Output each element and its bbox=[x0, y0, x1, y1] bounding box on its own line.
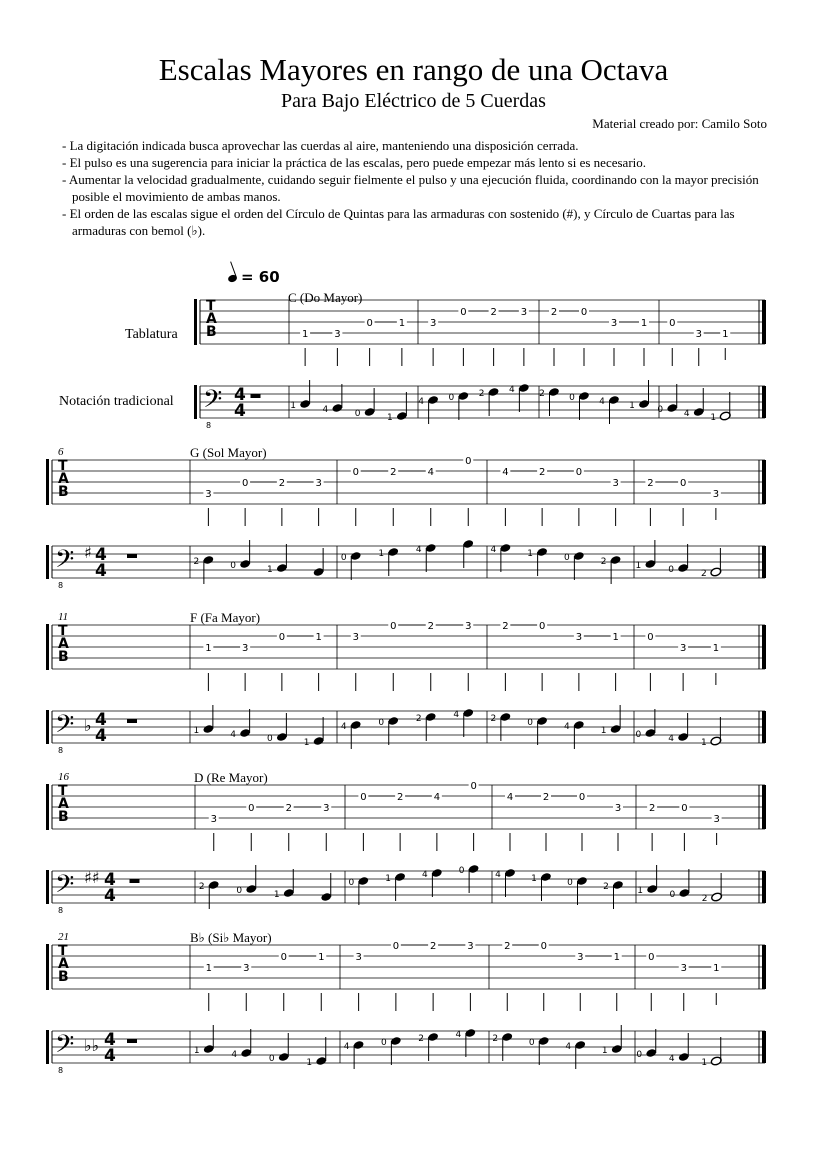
fingering-number: 4 bbox=[343, 1042, 350, 1052]
tab-clef-letter: B bbox=[58, 809, 69, 825]
score-system bbox=[0, 440, 827, 605]
instruction-note: - El orden de las escalas sigue el orden del Círculo de Quintas para las armaduras con sostenido (#), y Círculo de Cuartas para las armaduras con bemol (♭). bbox=[62, 206, 735, 238]
fingering-number: 2 bbox=[539, 389, 545, 399]
staff-bracket bbox=[46, 1030, 49, 1064]
tab-bracket bbox=[46, 459, 49, 505]
tab-bracket bbox=[46, 624, 49, 670]
time-signature: 4 bbox=[95, 710, 107, 730]
tab-fret-number: 3 bbox=[712, 489, 720, 500]
tab-fret-number: 0 bbox=[648, 952, 655, 963]
fingering-number: 0 bbox=[569, 393, 575, 403]
tab-fret-number: 3 bbox=[205, 489, 212, 500]
tab-fret-number: 3 bbox=[577, 952, 584, 963]
scale-name: D (Re Mayor) bbox=[194, 770, 268, 785]
octave-marker: 8 bbox=[58, 906, 64, 915]
whole-rest bbox=[127, 1039, 137, 1043]
staff-bracket bbox=[46, 710, 49, 744]
final-barline bbox=[762, 625, 766, 669]
time-signature: 4 bbox=[104, 1046, 116, 1066]
fingering-number: 4 bbox=[230, 730, 236, 740]
tab-fret-number: 0 bbox=[280, 952, 287, 963]
tab-fret-number: 3 bbox=[713, 814, 720, 825]
fingering-number: 4 bbox=[340, 722, 347, 732]
octave-marker: 8 bbox=[58, 746, 64, 755]
fingering-number: 1 bbox=[531, 874, 537, 884]
fingering-number: 0 bbox=[527, 718, 533, 728]
tab-fret-number: 1 bbox=[640, 318, 648, 329]
tab-fret-number: 3 bbox=[334, 329, 341, 340]
tab-fret-number: 4 bbox=[502, 467, 509, 478]
tab-fret-number: 1 bbox=[318, 952, 325, 963]
tab-fret-number: 3 bbox=[243, 963, 250, 974]
whole-rest bbox=[251, 394, 261, 398]
measure-number: 16 bbox=[58, 771, 69, 783]
final-barline bbox=[762, 546, 766, 578]
bass-clef-icon: 𝄢 bbox=[55, 545, 75, 580]
fingering-number: 0 bbox=[354, 409, 361, 419]
octave-marker: 8 bbox=[58, 1066, 64, 1075]
fingering-number: 2 bbox=[600, 557, 607, 567]
time-signature: 4 bbox=[234, 401, 246, 421]
instruction-note: - El pulso es una sugerencia para iniciar la práctica de las escalas, pero puede empezar más lento si es necesario. bbox=[62, 155, 647, 170]
fingering-number: 1 bbox=[193, 726, 200, 736]
measure-number: 6 bbox=[58, 446, 64, 458]
tab-fret-number: 0 bbox=[278, 632, 286, 643]
fingering-number: 4 bbox=[668, 1054, 675, 1064]
tab-fret-number: 0 bbox=[360, 792, 367, 803]
tab-clef-letter: B bbox=[58, 969, 69, 985]
tab-fret-number: 2 bbox=[429, 941, 437, 952]
time-signature: 4 bbox=[95, 545, 107, 565]
tab-fret-number: 2 bbox=[647, 478, 654, 489]
tab-fret-number: 1 bbox=[301, 329, 309, 340]
bass-clef-icon: 𝄢 bbox=[55, 710, 75, 745]
fingering-number: 4 bbox=[683, 409, 690, 419]
staff-bracket bbox=[46, 545, 49, 579]
tab-fret-number: 1 bbox=[713, 963, 720, 974]
tab-fret-number: 1 bbox=[398, 318, 406, 329]
bass-clef-icon: 𝄢 bbox=[55, 1030, 75, 1065]
tab-fret-number: 0 bbox=[681, 803, 688, 814]
fingering-number: 0 bbox=[528, 1038, 535, 1048]
fingering-number: 4 bbox=[495, 870, 501, 880]
fingering-number: 1 bbox=[193, 1046, 200, 1056]
tab-clef-letter: A bbox=[58, 636, 69, 652]
tab-fret-number: 0 bbox=[366, 318, 373, 329]
tab-clef-letter: T bbox=[58, 458, 68, 474]
fingering-number: 0 bbox=[657, 405, 664, 415]
final-barline bbox=[762, 1031, 766, 1063]
score-system bbox=[0, 605, 827, 770]
fingering-number: 0 bbox=[267, 734, 273, 744]
fingering-number: 0 bbox=[230, 561, 236, 571]
fingering-number: 1 bbox=[306, 1058, 313, 1068]
final-barline bbox=[762, 785, 766, 829]
staff-bracket bbox=[194, 385, 197, 419]
tab-fret-number: 0 bbox=[580, 307, 588, 318]
fingering-number: 1 bbox=[387, 413, 393, 423]
fingering-number: 4 bbox=[231, 1050, 238, 1060]
fingering-number: 1 bbox=[385, 874, 391, 884]
fingering-number: 1 bbox=[273, 890, 280, 900]
octave-marker: 8 bbox=[206, 421, 212, 430]
tab-fret-number: 2 bbox=[427, 621, 434, 632]
fingering-number: 2 bbox=[415, 714, 422, 724]
tab-clef-letter: T bbox=[58, 783, 68, 799]
fingering-number: 0 bbox=[348, 878, 355, 888]
fingering-number: 0 bbox=[635, 730, 642, 740]
score-system bbox=[0, 765, 827, 930]
tab-fret-number: 0 bbox=[390, 621, 397, 632]
fingering-number: 4 bbox=[322, 405, 329, 415]
tab-fret-number: 0 bbox=[578, 792, 586, 803]
tab-fret-number: 0 bbox=[465, 456, 472, 467]
tab-fret-number: 2 bbox=[396, 792, 404, 803]
tab-fret-number: 1 bbox=[612, 632, 619, 643]
final-barline bbox=[762, 945, 766, 989]
score-system bbox=[0, 925, 827, 1090]
final-barline bbox=[762, 871, 766, 903]
fingering-number: 4 bbox=[490, 545, 497, 555]
fingering-number: 4 bbox=[453, 710, 460, 720]
tab-fret-number: 3 bbox=[467, 941, 474, 952]
fingering-number: 2 bbox=[490, 714, 497, 724]
scale-name: B♭ (Si♭ Mayor) bbox=[190, 930, 272, 945]
fingering-number: 1 bbox=[600, 726, 607, 736]
tab-fret-number: 2 bbox=[490, 307, 497, 318]
tab-clef-letter: A bbox=[206, 311, 217, 327]
tab-fret-number: 1 bbox=[315, 632, 322, 643]
tab-fret-number: 3 bbox=[520, 307, 528, 318]
key-signature: ♭♭ bbox=[84, 1036, 100, 1055]
tab-clef-letter: A bbox=[58, 796, 69, 812]
fingering-number: 0 bbox=[340, 553, 347, 563]
fingering-number: 0 bbox=[381, 1038, 387, 1048]
tab-staff-label: Tablatura bbox=[125, 327, 178, 342]
fingering-number: 1 bbox=[635, 561, 642, 571]
tab-fret-number: 1 bbox=[205, 963, 212, 974]
fingering-number: 4 bbox=[415, 545, 422, 555]
tab-bracket bbox=[194, 299, 197, 345]
fingering-number: 2 bbox=[198, 882, 205, 892]
tab-clef-letter: T bbox=[206, 298, 216, 314]
tab-fret-number: 0 bbox=[538, 621, 546, 632]
tab-clef-letter: A bbox=[58, 471, 69, 487]
tab-fret-number: 2 bbox=[538, 467, 546, 478]
tab-fret-number: 3 bbox=[610, 318, 618, 329]
fingering-number: 4 bbox=[565, 1042, 572, 1052]
tab-fret-number: 2 bbox=[504, 941, 511, 952]
tab-clef-letter: B bbox=[58, 649, 69, 665]
bass-clef-icon: 𝄢 bbox=[203, 385, 223, 420]
fingering-number: 2 bbox=[603, 882, 609, 892]
author-credit: Material creado por: Camilo Soto bbox=[592, 116, 767, 131]
page-subtitle: Para Bajo Eléctrico de 5 Cuerdas bbox=[281, 90, 546, 112]
fingering-number: 1 bbox=[710, 413, 717, 423]
tab-fret-number: 2 bbox=[390, 467, 397, 478]
fingering-number: 2 bbox=[193, 557, 200, 567]
fingering-number: 0 bbox=[567, 878, 573, 888]
instruction-note: - La digitación indicada busca aprovechar las cuerdas al aire, manteniendo una disposición cerrada. bbox=[62, 138, 579, 153]
tab-fret-number: 3 bbox=[575, 632, 583, 643]
fingering-number: 4 bbox=[599, 397, 605, 407]
fingering-number: 0 bbox=[636, 1050, 643, 1060]
tab-fret-number: 0 bbox=[647, 632, 654, 643]
scale-name: G (Sol Mayor) bbox=[190, 445, 267, 460]
key-signature: ♯♯ bbox=[84, 868, 100, 887]
tab-fret-number: 2 bbox=[550, 307, 558, 318]
fingering-number: 1 bbox=[378, 549, 385, 559]
final-barline bbox=[762, 386, 766, 418]
fingering-number: 4 bbox=[418, 397, 424, 407]
tab-fret-number: 0 bbox=[352, 467, 359, 478]
tab-fret-number: 3 bbox=[612, 478, 619, 489]
fingering-number: 0 bbox=[236, 886, 243, 896]
octave-marker: 8 bbox=[58, 581, 64, 590]
fingering-number: 1 bbox=[701, 1058, 708, 1068]
fingering-number: 0 bbox=[268, 1054, 275, 1064]
instruction-note: - Aumentar la velocidad gradualmente, cuidando seguir fielmente el pulso y una ejecución fluida, coordinando con la mayor precisión posible el movimiento de ambas manos. bbox=[62, 172, 759, 204]
tab-fret-number: 1 bbox=[205, 643, 212, 654]
fingering-number: 0 bbox=[448, 393, 455, 403]
tab-fret-number: 0 bbox=[470, 781, 477, 792]
key-signature: ♯ bbox=[84, 543, 92, 562]
time-signature: 4 bbox=[234, 385, 246, 405]
time-signature: 4 bbox=[104, 886, 116, 906]
tab-fret-number: 3 bbox=[614, 803, 622, 814]
tab-fret-number: 0 bbox=[575, 467, 583, 478]
fingering-number: 1 bbox=[267, 565, 273, 575]
tab-fret-number: 3 bbox=[315, 478, 322, 489]
tab-fret-number: 4 bbox=[427, 467, 434, 478]
tab-fret-number: 0 bbox=[392, 941, 400, 952]
final-barline bbox=[762, 460, 766, 504]
measure-number: 21 bbox=[58, 931, 69, 943]
tab-fret-number: 3 bbox=[210, 814, 217, 825]
tab-bracket bbox=[46, 784, 49, 830]
fingering-number: 4 bbox=[564, 722, 570, 732]
time-signature: 4 bbox=[104, 870, 116, 890]
time-signature: 4 bbox=[95, 726, 107, 746]
fingering-number: 4 bbox=[455, 1030, 462, 1040]
tab-clef-letter: T bbox=[58, 623, 68, 639]
tab-fret-number: 2 bbox=[648, 803, 656, 814]
fingering-number: 4 bbox=[422, 870, 428, 880]
time-signature: 4 bbox=[104, 1030, 116, 1050]
bass-clef-icon: 𝄢 bbox=[55, 870, 75, 905]
tab-clef-letter: A bbox=[58, 956, 69, 972]
fingering-number: 2 bbox=[701, 569, 707, 579]
fingering-number: 0 bbox=[458, 866, 465, 876]
fingering-number: 2 bbox=[418, 1034, 424, 1044]
page-title: Escalas Mayores en rango de una Octava bbox=[158, 52, 669, 87]
fingering-number: 1 bbox=[601, 1046, 608, 1056]
measure-number: 11 bbox=[58, 611, 69, 623]
final-barline bbox=[762, 300, 766, 344]
fingering-number: 0 bbox=[668, 565, 674, 575]
tab-bracket bbox=[46, 944, 49, 990]
key-signature: ♭ bbox=[84, 716, 92, 735]
fingering-number: 2 bbox=[492, 1034, 499, 1044]
score-system bbox=[0, 280, 827, 445]
tab-fret-number: 0 bbox=[540, 941, 547, 952]
tempo-value: = 60 bbox=[241, 268, 280, 286]
tab-fret-number: 2 bbox=[542, 792, 550, 803]
staff-bracket bbox=[46, 870, 49, 904]
tab-fret-number: 3 bbox=[352, 632, 359, 643]
whole-rest bbox=[127, 719, 137, 723]
tab-fret-number: 2 bbox=[502, 621, 509, 632]
final-barline bbox=[762, 711, 766, 743]
tab-fret-number: 3 bbox=[680, 963, 687, 974]
fingering-number: 1 bbox=[303, 738, 310, 748]
fingering-number: 0 bbox=[564, 553, 570, 563]
tab-fret-number: 4 bbox=[506, 792, 514, 803]
tab-clef-letter: B bbox=[206, 324, 217, 340]
fingering-number: 4 bbox=[668, 734, 674, 744]
fingering-number: 0 bbox=[669, 890, 676, 900]
whole-rest bbox=[127, 554, 137, 558]
scale-name: C (Do Mayor) bbox=[288, 290, 363, 305]
fingering-number: 1 bbox=[527, 549, 533, 559]
fingering-number: 4 bbox=[509, 385, 515, 395]
fingering-number: 1 bbox=[290, 401, 296, 411]
scale-name: F (Fa Mayor) bbox=[190, 610, 261, 625]
fingering-number: 1 bbox=[629, 401, 635, 411]
tab-fret-number: 3 bbox=[465, 621, 472, 632]
whole-rest bbox=[130, 879, 140, 883]
instruction-notes bbox=[62, 137, 772, 239]
fingering-number: 1 bbox=[637, 886, 643, 896]
tab-fret-number: 3 bbox=[429, 318, 437, 329]
tab-fret-number: 3 bbox=[355, 952, 362, 963]
tab-fret-number: 1 bbox=[712, 643, 720, 654]
tab-fret-number: 1 bbox=[613, 952, 620, 963]
tab-fret-number: 3 bbox=[323, 803, 330, 814]
fingering-number: 1 bbox=[701, 738, 707, 748]
fingering-number: 2 bbox=[478, 389, 485, 399]
tab-fret-number: 2 bbox=[278, 478, 286, 489]
tab-fret-number: 0 bbox=[679, 478, 687, 489]
fingering-number: 2 bbox=[701, 894, 708, 904]
tab-fret-number: 4 bbox=[433, 792, 441, 803]
tab-fret-number: 1 bbox=[722, 329, 729, 340]
standard-staff-label: Notación tradicional bbox=[59, 394, 174, 409]
tab-fret-number: 0 bbox=[241, 478, 249, 489]
tab-fret-number: 2 bbox=[285, 803, 292, 814]
tab-fret-number: 3 bbox=[679, 643, 687, 654]
tab-clef-letter: B bbox=[58, 484, 69, 500]
fingering-number: 0 bbox=[378, 718, 385, 728]
tab-fret-number: 3 bbox=[695, 329, 702, 340]
tab-fret-number: 3 bbox=[241, 643, 249, 654]
tab-clef-letter: T bbox=[58, 943, 68, 959]
time-signature: 4 bbox=[95, 561, 107, 581]
tab-fret-number: 0 bbox=[460, 307, 467, 318]
tab-fret-number: 0 bbox=[248, 803, 255, 814]
tab-fret-number: 0 bbox=[669, 318, 676, 329]
